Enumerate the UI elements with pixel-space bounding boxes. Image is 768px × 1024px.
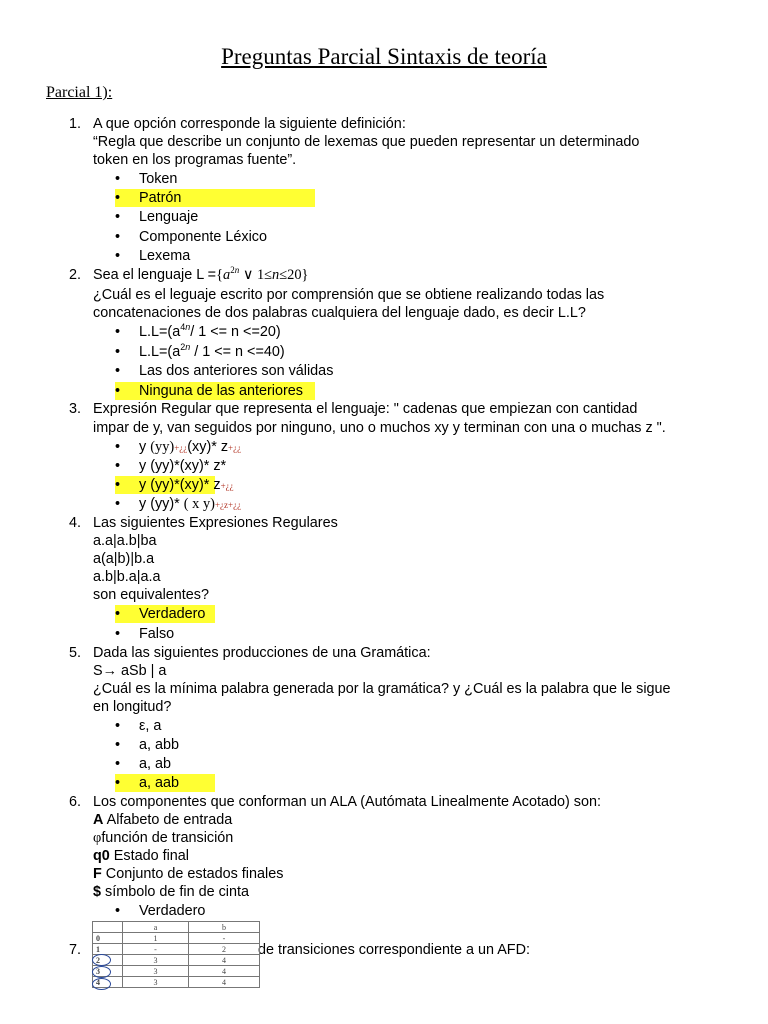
table-cell: 4 xyxy=(189,966,260,977)
bullet: • xyxy=(115,756,121,772)
table-cell: 4 xyxy=(189,955,260,966)
q4-option-answer: Verdadero xyxy=(139,606,206,622)
q5-option: ε, a xyxy=(139,718,162,734)
table-cell: 3 xyxy=(123,955,189,966)
transition-table xyxy=(92,921,260,988)
table-cell: 3 xyxy=(123,977,189,988)
q6-component: φfunción de transición xyxy=(93,830,234,846)
bullet: • xyxy=(115,605,215,623)
bullet: • xyxy=(115,209,121,225)
q3-option: y (yy)* ( x y)+¿z+¿¿ xyxy=(139,496,242,512)
q5-text-line: ¿Cuál es la mínima palabra generada por la gramática? y ¿Cuál es la palabra que le sigue xyxy=(93,681,671,697)
bullet: • xyxy=(115,324,121,340)
table-row xyxy=(93,966,260,977)
q2-text-line: concatenaciones de dos palabras cualquiera del lenguaje dado, es decir L.L? xyxy=(93,305,586,321)
q1-option-answer: Patrón xyxy=(139,189,315,207)
final-state-circle xyxy=(92,954,111,966)
q5-option: a, abb xyxy=(139,737,180,753)
q6-text-line: Los componentes que conforman un ALA (Autómata Linealmente Acotado) son: xyxy=(93,794,601,810)
q5-option: a, ab xyxy=(139,756,172,772)
q5-text-line: Dada las siguientes producciones de una Gramática: xyxy=(93,645,431,661)
q6-component: F Conjunto de estados finales xyxy=(93,866,284,882)
page-title: Preguntas Parcial Sintaxis de teoría xyxy=(221,44,547,69)
q2-option-answer: Ninguna de las anteriores xyxy=(139,383,303,399)
q3-number: 3. xyxy=(69,401,82,417)
table-row xyxy=(93,933,260,944)
bullet: • xyxy=(115,229,121,245)
bullet: • xyxy=(115,171,121,187)
q3-option: y (yy)+¿¿(xy)* z+¿¿ xyxy=(139,439,242,455)
q1-number: 1. xyxy=(69,116,82,132)
q5-text-line: en longitud? xyxy=(93,699,172,715)
table-cell: 0 xyxy=(93,933,123,944)
q4-text-line: Las siguientes Expresiones Regulares xyxy=(93,515,338,531)
bullet: • xyxy=(115,496,121,512)
table-cell: 2 xyxy=(93,955,123,966)
q3-option-answer: y (yy)*(xy)* z+¿¿ xyxy=(139,477,234,493)
table-cell: - xyxy=(189,933,260,944)
q6-component: q0 Estado final xyxy=(93,848,189,864)
q4-text-line: a.a|a.b|ba xyxy=(93,533,157,549)
table-cell: 2 xyxy=(189,944,260,955)
q4-text-line: son equivalentes? xyxy=(93,587,210,603)
q7-number: 7. xyxy=(69,942,82,958)
q2-option: Las dos anteriores son válidas xyxy=(139,363,334,379)
table-header-cell: b xyxy=(189,922,260,933)
q1-text-line: “Regla que describe un conjunto de lexemas que pueden representar un determinado xyxy=(93,134,640,150)
table-header-cell: a xyxy=(123,922,189,933)
table-cell: 4 xyxy=(93,977,123,988)
table-row xyxy=(93,977,260,988)
q5-text-line: S→ aSb | a xyxy=(93,663,167,679)
q4-text-line: a.b|b.a|a.a xyxy=(93,569,161,585)
q6-component: A Alfabeto de entrada xyxy=(93,812,233,828)
table-cell: 3 xyxy=(123,966,189,977)
bullet: • xyxy=(115,382,315,400)
q1-option: Token xyxy=(139,171,178,187)
q6-number: 6. xyxy=(69,794,82,810)
bullet: • xyxy=(115,774,215,792)
q4-option: Falso xyxy=(139,626,175,642)
table-cell: 1 xyxy=(123,933,189,944)
q1-option: Lenguaje xyxy=(139,209,199,225)
table-header-row xyxy=(93,922,260,933)
q2-text-line: Sea el lenguaje $L =\{a^{2n}$ ∨ 1≤n≤20} xyxy=(93,265,309,283)
q3-option: y (yy)*(xy)* z* xyxy=(139,458,227,474)
q2-option: $L.L=(a^{4n}/$ 1 <= n <=20) xyxy=(139,322,281,340)
bullet: • xyxy=(115,189,315,207)
q3-text-line: Expresión Regular que representa el lenguaje: " cadenas que empiezan con cantidad xyxy=(93,401,638,417)
bullet: • xyxy=(115,458,121,474)
table-header-cell xyxy=(93,922,123,933)
bullet: • xyxy=(115,476,215,494)
table-row xyxy=(93,944,260,955)
q2-option: $L.L=(a^{2n} / 1 <= n <=40)$ xyxy=(139,342,285,360)
final-state-circle xyxy=(92,978,111,990)
q5-option-answer: a, aab xyxy=(139,775,180,791)
q1-text-line: token en los programas fuente”. xyxy=(93,152,297,168)
q2-text-line: ¿Cuál es el leguaje escrito por comprensión que se obtiene realizando todas las xyxy=(93,287,605,303)
q5-number: 5. xyxy=(69,645,82,661)
table-row xyxy=(93,955,260,966)
language-definition: {$a^{2n}$ ∨ 1≤n≤20} xyxy=(216,265,309,283)
q7-text-line: de transiciones correspondiente a un AFD: xyxy=(258,942,530,958)
q6-option: Verdadero xyxy=(139,903,206,919)
q3-text-line: impar de y, van seguidos por ninguno, uno o muchos xy y terminan con una o muchas z ". xyxy=(93,420,666,436)
bullet: • xyxy=(115,439,121,455)
q1-option: Componente Léxico xyxy=(139,229,267,245)
q4-number: 4. xyxy=(69,515,82,531)
q4-text-line: a(a|b)|b.a xyxy=(93,551,155,567)
bullet: • xyxy=(115,626,121,642)
table-cell: - xyxy=(123,944,189,955)
table-cell: 3 xyxy=(93,966,123,977)
bullet: • xyxy=(115,344,121,360)
bullet: • xyxy=(115,363,121,379)
final-state-circle xyxy=(92,966,111,978)
section-heading: Parcial 1): xyxy=(46,84,113,101)
bullet: • xyxy=(115,903,121,919)
bullet: • xyxy=(115,248,121,264)
bullet: • xyxy=(115,737,121,753)
q1-text-line: A que opción corresponde la siguiente definición: xyxy=(93,116,406,132)
q1-option: Lexema xyxy=(139,248,191,264)
q2-number: 2. xyxy=(69,267,82,283)
table-cell: 1 xyxy=(93,944,123,955)
bullet: • xyxy=(115,718,121,734)
q6-component: $ símbolo de fin de cinta xyxy=(93,884,250,900)
table-cell: 4 xyxy=(189,977,260,988)
